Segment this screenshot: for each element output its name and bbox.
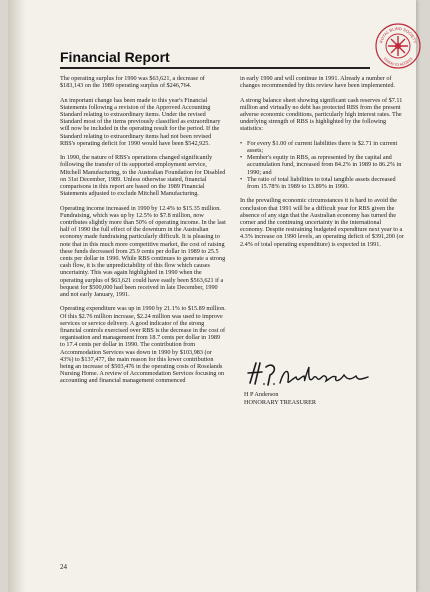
statistics-list	[240, 140, 406, 190]
signatory-name: H P Anderson	[244, 391, 279, 398]
paragraph: in early 1990 and will continue in 1991. Already a number of changes recommended by this review have been implemented.	[240, 75, 395, 90]
logo-ring-text: ROYAL BLIND SOCIETY	[378, 25, 418, 44]
page-number: 24	[60, 563, 67, 571]
page-title: Financial Report	[60, 49, 170, 65]
paragraph: A strong balance sheet showing significant cash reserves of $7.11 million and virtually no debt has protected RBS from the present adverse economic conditions, particularly high interest rates. The underlying strength of RBS is highlighted by the following statistics:	[240, 96, 403, 133]
paragraph: In 1990, the nature of RBS's operations changed significantly following the transfer of its supported employment service, Mitchell Manufacturing, to the Australian Foundation for Disabled on 31st December, 1989. Unless otherwise stated, financial comparisons in this report are based on the 1989 Financial Statements adjusted to exclude Mitchell Manufacturing.	[60, 154, 226, 198]
right-column	[240, 75, 406, 255]
paragraph: The operating surplus for 1990 was $63,621, a decrease of $183,143 on the 1989 operating surplus of $246,764.	[60, 75, 205, 90]
binding-shadow	[8, 0, 26, 592]
logo-emblem	[388, 36, 408, 56]
left-column	[60, 75, 226, 392]
paragraph: In the prevailing economic circumstances it is hard to avoid the conclusion that 1991 will be a difficult year for RBS given the absence of any sign that the Australian economy has turned the corner and the continuing uncertainty in the international economy. Despite restraining budgeted expenditure next year to a 4.3% increase on 1990 levels, an operating deficit of $391,200 (or 2.4% of total operating expenditure) is expected in 1991.	[240, 197, 404, 248]
list-item: • The ratio of total liabilities to total tangible assets decreased from 15.78% in 1989 to 13.89% in 1990.	[247, 176, 406, 190]
signatory	[244, 391, 404, 406]
paragraph: Operating expenditure was up in 1990 by 21.1% to $15.89 million. Of this $2.76 million increase, $2.24 million was used to improve services or service delivery. A good indicator of the strong financial controls exercised over RBS is the decrease in the cost of organisation and management from 18.7 cents per dollar in 1989 to 17.4 cents per dollar in 1990. The contribution from Accommodation Services was down in 1990 by $103,983 (or 43%) to $137,477, the main reason for this lower contribution being an increase of $503,476 in the operating costs of Roselands Nursing Home. A review of Accommodation Services focusing on accounting and financial management commenced	[60, 305, 226, 385]
list-item: • For every $1.00 of current liabilities there is $2.71 in current assets;	[247, 140, 406, 154]
title-rule	[60, 67, 370, 69]
list-item: • Member's equity in RBS, as represented by the capital and accumulation fund, increased from 84.2% in 1989 to 86.2% in 1990; and	[247, 154, 406, 176]
logo-ring-text-bottom: VISION TO ACCESS	[382, 56, 414, 68]
society-logo	[374, 22, 422, 70]
paragraph: Operating income increased in 1990 by 12.4% to $15.35 million. Fundraising, which was up by 12.5% to $7.8 million, now contributes slightly more than 50% of operating income. In the last half of 1990 the full effect of the downturn in the Australian economy made fundraising particularly difficult. It is pleasing to note that in this much more competitive market, the cost of raising these funds decreased from 25.9 cents per dollar in 1989 to 25.5 cents per dollar in 1990. While RBS continues to generate a strong cash flow, it is the unpredictability of this flow which causes uncertainty. This was again highlighted in 1990 when the operating surplus of $63,621 could have easily been $563,621 if a bequest for $500,000 had been received in late December, 1990 and not early January, 1991.	[60, 204, 226, 299]
handwritten-signature	[244, 357, 374, 391]
paragraph: An important change has been made to this year's Financial Statements following a revision of the Approved Accounting Standard relating to extraordinary items. Under the revised Standard most of the items previously classified as extraordinary will now be included in the operating result for the period. If the Standard relating to extraordinary items had not been revised RBS's operating deficit for 1990 would have been $542,925.	[60, 96, 221, 147]
report-page	[8, 0, 416, 592]
signatory-role: HONORARY TREASURER	[244, 398, 317, 406]
